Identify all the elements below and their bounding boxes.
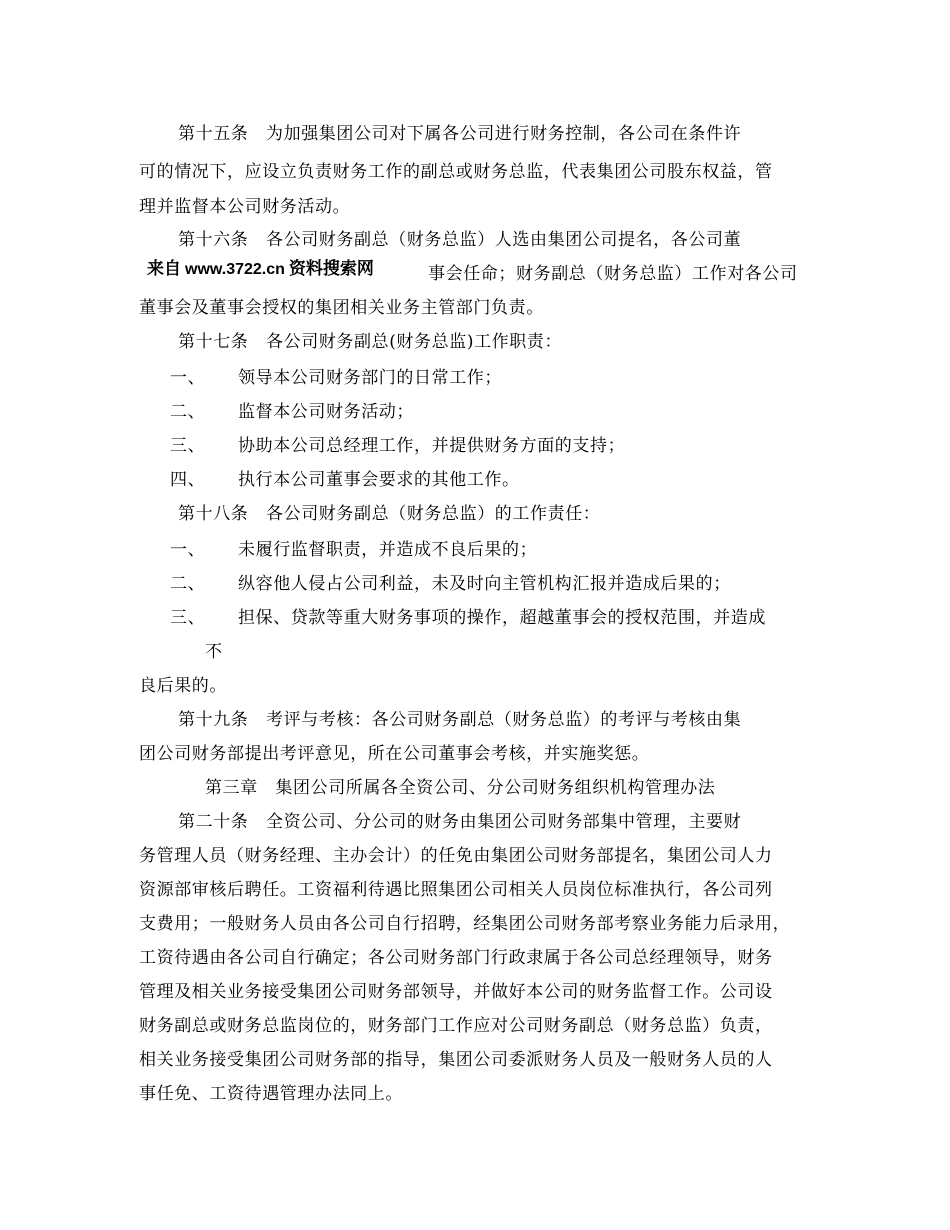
article-17-item-4-num: 四、 xyxy=(170,470,206,490)
article-20-line-2: 务管理人员（财务经理、主办会计）的任免由集团公司财务部提名，集团公司人力 xyxy=(139,846,773,866)
article-18-item-3-wrap: 不 xyxy=(205,642,223,662)
article-20-line-9: 事任免、工资待遇管理办法同上。 xyxy=(139,1084,403,1104)
article-18-item-3-end: 良后果的。 xyxy=(139,676,227,696)
article-19-line-2: 团公司财务部提出考评意见，所在公司董事会考核，并实施奖惩。 xyxy=(139,744,650,764)
watermark-site: www.3722.cn xyxy=(185,261,285,278)
article-18-item-3-num: 三、 xyxy=(170,608,206,628)
article-18-item-1-text: 未履行监督职责，并造成不良后果的； xyxy=(238,540,538,560)
article-18-item-3-text: 担保、贷款等重大财务事项的操作，超越董事会的授权范围，并造成 xyxy=(238,608,766,628)
article-17-item-1-num: 一、 xyxy=(170,368,206,388)
article-17-item-3-num: 三、 xyxy=(170,436,206,456)
article-20-line-7: 财务副总或财务总监岗位的，财务部门工作应对公司财务副总（财务总监）负责， xyxy=(139,1016,773,1036)
article-16-line-1: 第十六条 各公司财务副总（财务总监）人选由集团公司提名，各公司董 xyxy=(178,230,742,250)
chapter-3-title: 第三章 集团公司所属各全资公司、分公司财务组织机构管理办法 xyxy=(205,778,716,798)
article-20-line-4: 支费用；一般财务人员由各公司自行招聘，经集团公司财务部考察业务能力后录用， xyxy=(139,914,791,934)
watermark-banner xyxy=(147,257,374,282)
article-19-line-1: 第十九条 考评与考核：各公司财务副总（财务总监）的考评与考核由集 xyxy=(178,710,742,730)
article-17-item-2-num: 二、 xyxy=(170,402,206,422)
article-15-line-1: 第十五条 为加强集团公司对下属各公司进行财务控制，各公司在条件许 xyxy=(178,124,742,144)
article-18-item-2-text: 纵容他人侵占公司利益，未及时向主管机构汇报并造成后果的； xyxy=(238,574,731,594)
article-17-heading: 第十七条 各公司财务副总(财务总监)工作职责： xyxy=(178,332,563,352)
article-18-heading: 第十八条 各公司财务副总（财务总监）的工作责任： xyxy=(178,504,601,524)
article-20-line-3: 资源部审核后聘任。工资福利待遇比照集团公司相关人员岗位标准执行，各公司列 xyxy=(139,880,773,900)
watermark-prefix: 来自 xyxy=(147,259,181,279)
article-15-line-3: 理并监督本公司财务活动。 xyxy=(139,197,351,217)
article-20-line-8: 相关业务接受集团公司财务部的指导，集团公司委派财务人员及一般财务人员的人 xyxy=(139,1050,773,1070)
article-18-item-2-num: 二、 xyxy=(170,574,206,594)
article-17-item-4-text: 执行本公司董事会要求的其他工作。 xyxy=(238,470,520,490)
article-16-line-3: 董事会及董事会授权的集团相关业务主管部门负责。 xyxy=(139,298,544,318)
article-15-line-2: 可的情况下，应设立负责财务工作的副总或财务总监，代表集团公司股东权益，管 xyxy=(139,162,773,182)
article-20-line-6: 管理及相关业务接受集团公司财务部领导，并做好本公司的财务监督工作。公司设 xyxy=(139,982,773,1002)
watermark-suffix: 资料搜索网 xyxy=(288,259,374,279)
article-16-line-2: 事会任命；财务副总（财务总监）工作对各公司 xyxy=(428,264,798,284)
article-20-line-1: 第二十条 全资公司、分公司的财务由集团公司财务部集中管理，主要财 xyxy=(178,812,742,832)
article-17-item-2-text: 监督本公司财务活动； xyxy=(238,402,414,422)
article-18-item-1-num: 一、 xyxy=(170,540,206,560)
article-17-item-1-text: 领导本公司财务部门的日常工作； xyxy=(238,368,502,388)
article-17-item-3-text: 协助本公司总经理工作，并提供财务方面的支持； xyxy=(238,436,626,456)
article-20-line-5: 工资待遇由各公司自行确定；各公司财务部门行政隶属于各公司总经理领导，财务 xyxy=(139,948,773,968)
